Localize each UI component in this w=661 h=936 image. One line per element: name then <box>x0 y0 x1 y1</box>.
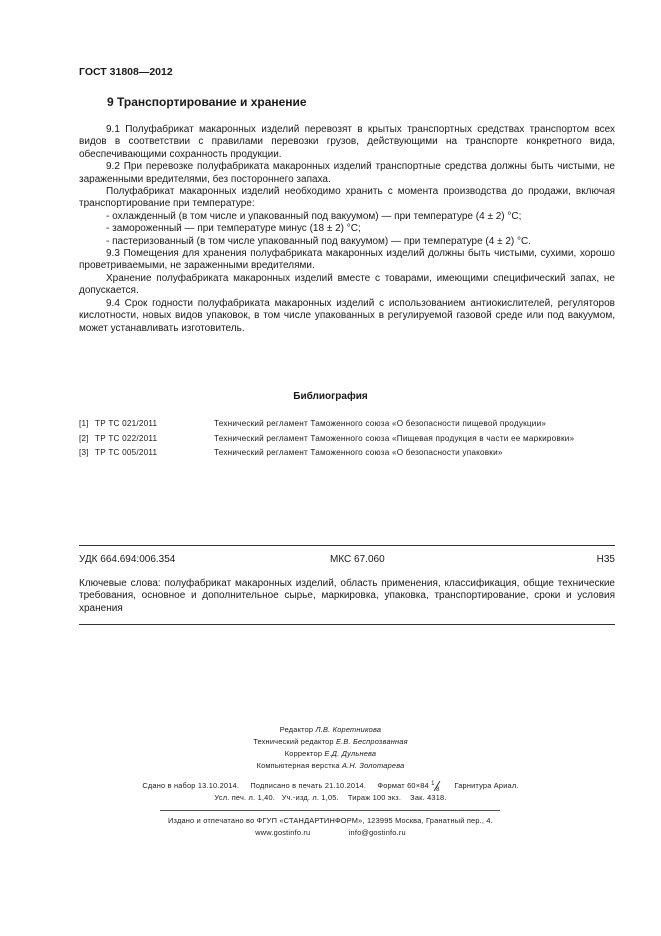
list-item: - пастеризованный (в том числе упакованный под вакуумом) — при температуре (4 ± 2) °С. <box>106 235 532 247</box>
paragraph: 9.1 Полуфабрикат макаронных изделий перевозят в крытых транспортных средствах транспортом всех видов в соответствии с правилами перевозки грузов, действующими на транспорте конкретного вида, обеспечивающими сохранность продукции. <box>79 124 615 160</box>
bibliography-item <box>79 433 615 446</box>
keywords: Ключевые слова: полуфабрикат макаронных изделий, область применения, классификация, общие технические требования, основное и дополнительное сырье, маркировка, упаковка, транспортирование, сроки и условия хранения <box>79 578 615 614</box>
email-link[interactable]: info@gostinfo.ru <box>348 828 406 837</box>
bibliography-list <box>79 418 615 462</box>
bibliography-number: [2] <box>79 433 89 443</box>
okp-code: Н35 <box>596 554 615 565</box>
divider <box>160 810 500 811</box>
udk-code: УДК 664.694:006.354 <box>79 554 176 565</box>
paragraph: 9.4 Срок годности полуфабриката макаронных изделий с использованием антиокислителей, регуляторов кислотности, новых видов упаковок, в том числе упакованных в регулируемой газовой среде или под вакуумом, может устанавливать изготовитель. <box>79 297 615 334</box>
print-info <box>0 780 661 804</box>
divider <box>79 624 615 625</box>
print-line-1: Сдано в набор 13.10.2014. Подписано в печать 21.10.2014. Формат 60×84 1 8 Гарнитура Ариал. <box>142 781 519 793</box>
bibliography-text: Технический регламент Таможенного союза «Пищевая продукция в части ее маркировки» <box>214 433 575 443</box>
document-code: ГОСТ 31808—2012 <box>79 66 173 78</box>
mks-code: МКС 67.060 <box>330 554 385 565</box>
credit-editor: Редактор Л.В. Коретникова <box>279 725 382 734</box>
credit-layout: Компьютерная верстка А.Н. Золотарева <box>256 761 405 770</box>
website-link[interactable]: www.gostinfo.ru <box>255 828 311 837</box>
section-title: 9 Транспортирование и хранение <box>107 95 307 109</box>
bibliography-text: Технический регламент Таможенного союза «О безопасности упаковки» <box>214 448 503 458</box>
divider <box>79 545 615 546</box>
bibliography-title: Библиография <box>293 391 368 402</box>
bibliography-code: ТР ТС 021/2011 <box>95 419 158 428</box>
list-item: - замороженный — при температуре минус (18 ± 2) °С; <box>106 223 361 235</box>
format-fraction: 1 8 <box>431 781 443 790</box>
section-body <box>79 124 615 335</box>
credit-corrector: Корректор Е.Д. Дульнева <box>284 749 377 758</box>
bibliography-code: ТР ТС 005/2011 <box>95 448 158 458</box>
bibliography-number: [3] <box>79 448 89 458</box>
bibliography-item <box>79 418 615 431</box>
list-item: - охлажденный (в том числе и упакованный под вакуумом) — при температуре (4 ± 2) °С; <box>106 210 522 222</box>
paragraph: 9.3 Помещения для хранения полуфабриката макаронных изделий должны быть чистыми, сухими, хорошо проветриваемыми, не зараженными вредителями. <box>79 248 615 272</box>
paragraph: 9.2 При перевозке полуфабриката макаронных изделий транспортные средства должны быть чистыми, не зараженными вредителями, без постороннего запаха. <box>79 161 615 185</box>
publisher-contacts <box>0 827 661 839</box>
bibliography-text: Технический регламент Таможенного союза «О безопасности пищевой продукции» <box>214 419 547 428</box>
bibliography-number: [1] <box>79 419 89 428</box>
credits <box>0 724 661 772</box>
bibliography-item <box>79 447 615 460</box>
bibliography-code: ТР ТС 022/2011 <box>95 433 158 443</box>
credit-tech-editor: Технический редактор Е.В. Беспрозванная <box>253 737 408 746</box>
paragraph: Хранение полуфабриката макаронных изделий вместе с товарами, имеющими специфический запах, не допускается. <box>79 272 615 297</box>
paragraph: Полуфабрикат макаронных изделий необходимо хранить с момента производства до продажи, включая транспортирование при температуре: <box>79 186 615 210</box>
publisher-line: Издано и отпечатано во ФГУП «СТАНДАРТИНФОРМ», 123995 Москва, Гранатный пер., 4. <box>168 816 493 825</box>
print-line-2: Усл. печ. л. 1,40. Уч.-изд. л. 1,05. Тираж 100 экз. Зак. 4318. <box>214 793 447 802</box>
publisher-info <box>0 815 661 839</box>
